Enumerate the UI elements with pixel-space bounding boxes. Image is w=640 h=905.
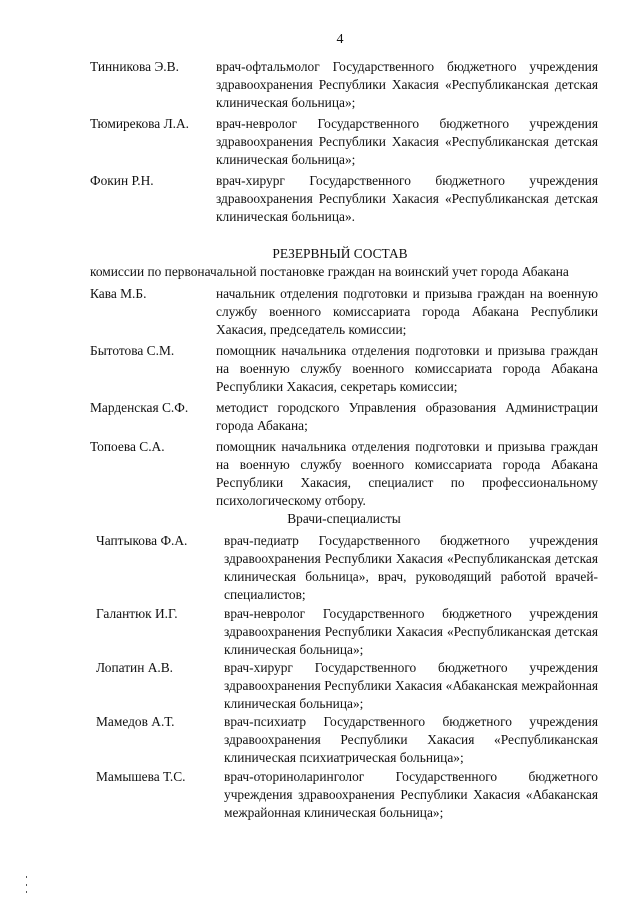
reserve-subtitle: комиссии по первоначальной постановке граждан на воинский учет города Абакана (90, 264, 569, 279)
doctors-heading: Врачи-специалисты (287, 511, 401, 526)
reserve-title: РЕЗЕРВНЫЙ СОСТАВ (272, 246, 408, 261)
doctor-name: Мамедов А.Т. (96, 714, 175, 729)
doctor-description: врач-хирург Государственного бюджетного учреждения здравоохранения Республики Хакасия «Абаканская межрайонная клиническая больница»; (224, 660, 598, 711)
member-name: Марденская С.Ф. (90, 400, 189, 415)
member-name: Бытотова С.М. (90, 343, 175, 358)
doctor-name: Галантюк И.Г. (96, 606, 178, 621)
doctor-name: Лопатин А.В. (96, 660, 174, 675)
member-name: Топоева С.А. (90, 439, 165, 454)
page-number: 4 (336, 32, 344, 47)
doctor-description: врач-психиатр Государственного бюджетного учреждения здравоохранения Республики Хакасия «Республиканская клиническая психиатрическая больница»; (224, 714, 598, 765)
scan-mark (26, 891, 27, 893)
scan-mark (26, 884, 27, 886)
member-description: методист городского Управления образования Администрации города Абакана; (216, 400, 598, 433)
member-name: Тюмирекова Л.А. (90, 116, 190, 131)
doctor-description: врач-невролог Государственного бюджетного учреждения здравоохранения Республики Хакасия «Республиканская детская клиническая больница»; (224, 606, 598, 657)
member-description: врач-невролог Государственного бюджетного учреждения здравоохранения Республики Хакасия «Республиканская детская клиническая больница»; (216, 116, 598, 167)
member-description: начальник отделения подготовки и призыва граждан на военную службу военного комиссариата города Абакана Республики Хакасия, председатель комиссии; (216, 286, 598, 337)
member-name: Фокин Р.Н. (90, 173, 154, 188)
member-description: врач-хирург Государственного бюджетного учреждения здравоохранения Республики Хакасия «Республиканская детская клиническая больница». (216, 173, 598, 224)
doctor-name: Мамышева Т.С. (96, 769, 186, 784)
member-description: помощник начальника отделения подготовки и призыва граждан на военную службу военного комиссариата города Абакана Республики Хакасия, специалист по профессиональному психологическому отбору. (216, 439, 598, 508)
scan-mark (26, 876, 27, 878)
member-name: Кава М.Б. (90, 286, 147, 301)
doctor-description: врач-оториноларинголог Государственного бюджетного учреждения здравоохранения Республики Хакасия «Абаканская межрайонная клиническая больница»; (224, 769, 598, 820)
member-description: врач-офтальмолог Государственного бюджетного учреждения здравоохранения Республики Хакасия «Республиканская детская клиническая больница»; (216, 59, 598, 110)
member-description: помощник начальника отделения подготовки и призыва граждан на военную службу военного комиссариата города Абакана Республики Хакасия, секретарь комиссии; (216, 343, 598, 394)
doctor-name: Чаптыкова Ф.А. (96, 533, 188, 548)
member-name: Тинникова Э.В. (90, 59, 179, 74)
doctor-description: врач-педиатр Государственного бюджетного учреждения здравоохранения Республики Хакасия «Республиканская детская клиническая больница», врач, руководящий работой врачей-специалистов; (224, 533, 598, 602)
